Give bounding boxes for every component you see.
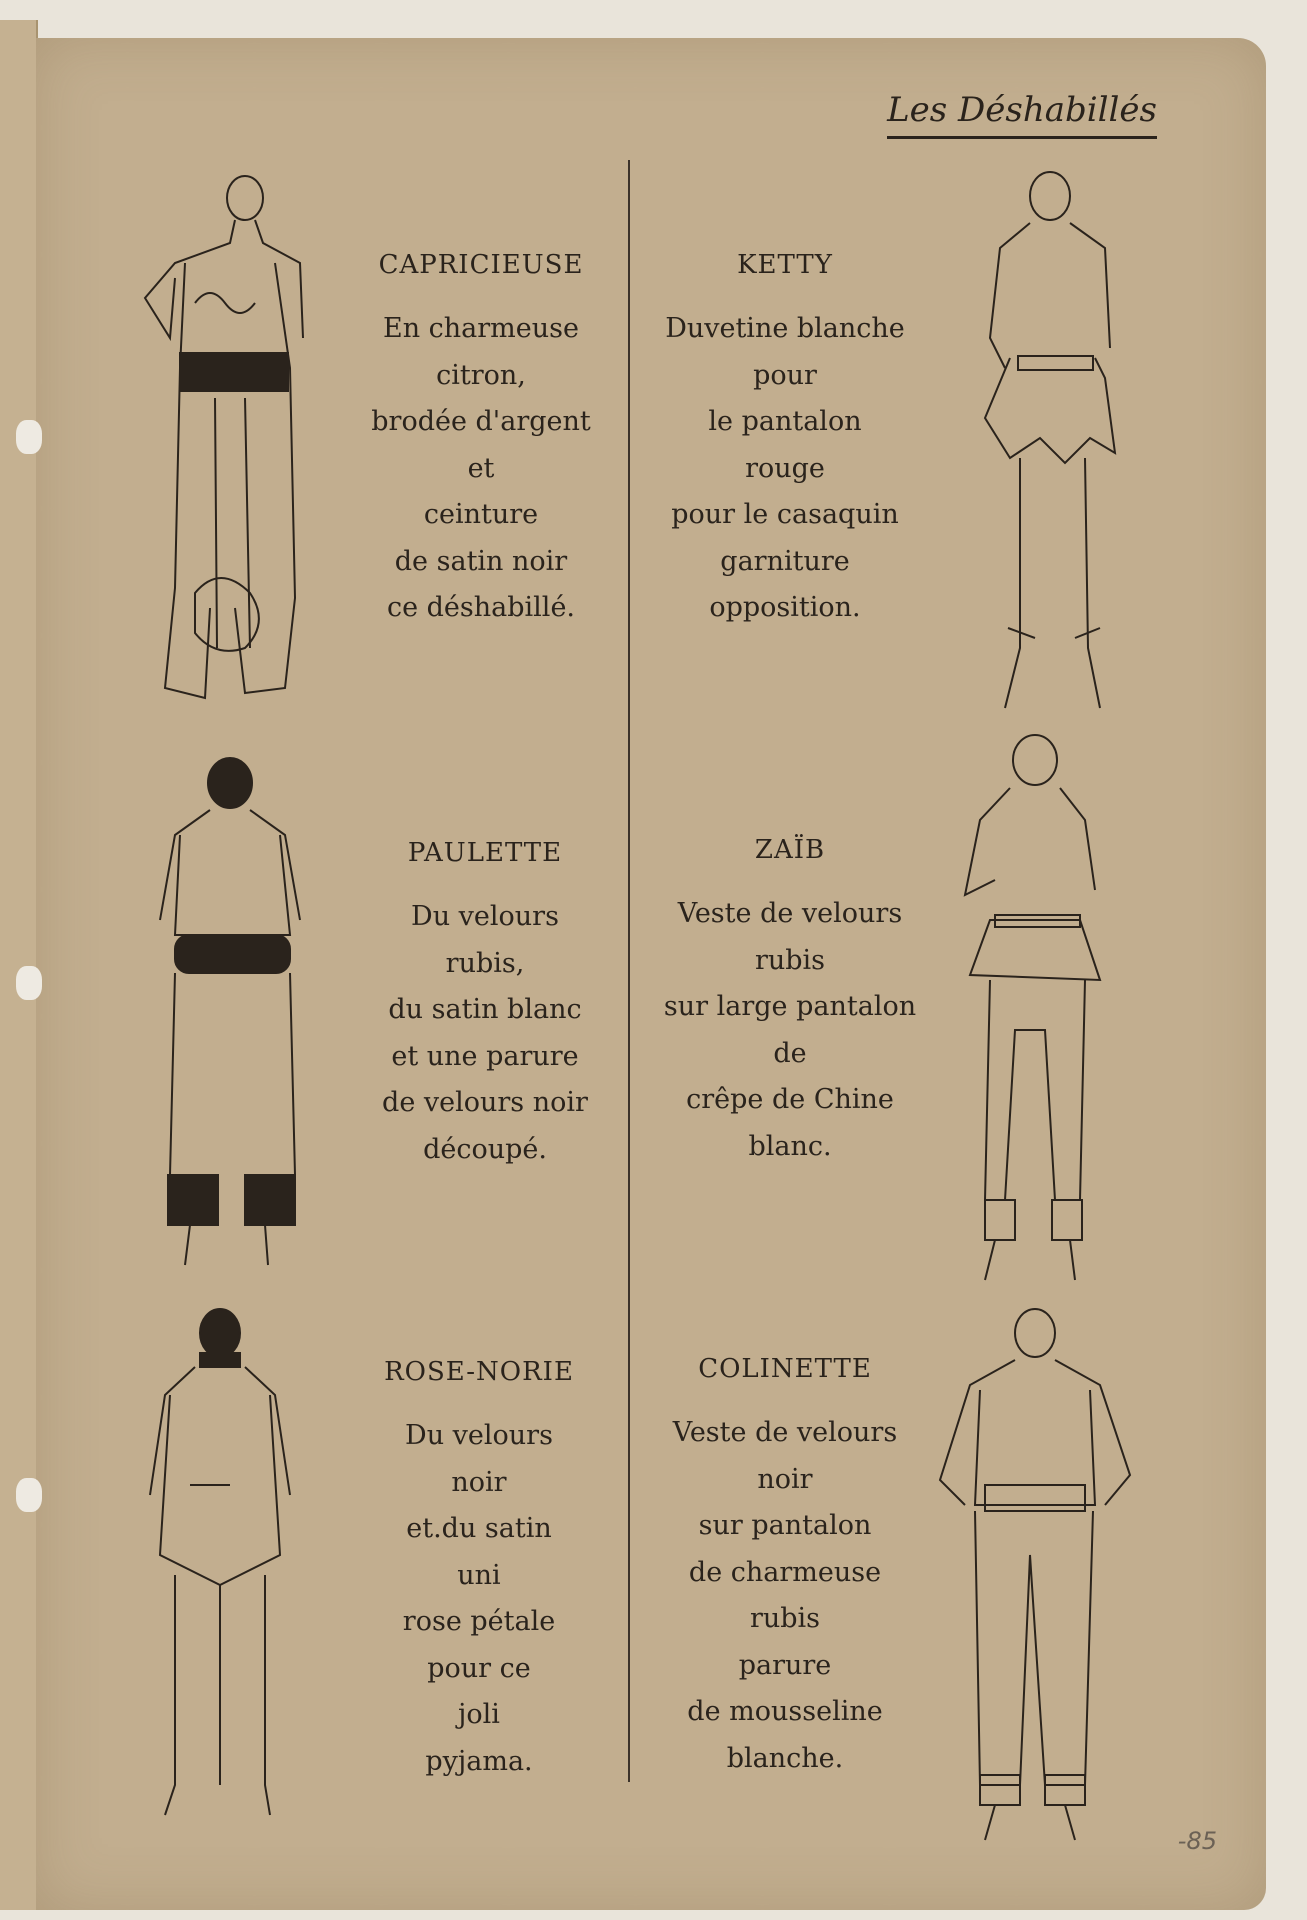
description-line: rose pétale bbox=[402, 1606, 556, 1637]
description-line: de charmeuse bbox=[688, 1556, 882, 1588]
entry-title: CAPRICIEUSE bbox=[378, 250, 584, 280]
colinette-illustration bbox=[935, 1305, 1135, 1845]
entry-capricieuse bbox=[346, 250, 616, 632]
entry-ketty bbox=[650, 250, 920, 632]
binder-hole bbox=[16, 420, 42, 454]
capricieuse-illustration bbox=[135, 168, 310, 708]
binder-hole bbox=[16, 1478, 42, 1512]
rose-norie-illustration bbox=[140, 1305, 300, 1825]
entry-rose-norie bbox=[344, 1357, 614, 1785]
entry-title: PAULETTE bbox=[407, 838, 563, 868]
description-line: En charmeuse bbox=[382, 313, 579, 344]
description-line: de satin noir bbox=[394, 545, 568, 577]
entry-paulette bbox=[350, 838, 620, 1173]
page-header: Les Déshabillés bbox=[887, 90, 1157, 139]
binder-hole bbox=[16, 966, 42, 1000]
description-line: citron, bbox=[436, 359, 526, 391]
description-line: sur pantalon bbox=[698, 1510, 872, 1541]
column-divider bbox=[628, 160, 630, 1782]
description-line: garniture bbox=[720, 545, 850, 577]
description-line: ceinture bbox=[423, 499, 539, 530]
previous-page-edge bbox=[0, 20, 38, 1910]
description-line: pour le casaquin bbox=[671, 499, 899, 530]
description-line: le pantalon bbox=[708, 406, 862, 437]
description-line: Du velours bbox=[411, 901, 559, 932]
description-line: et.du satin bbox=[406, 1513, 552, 1544]
entry-zaib bbox=[655, 835, 925, 1170]
description-line: sur large pantalon bbox=[663, 991, 917, 1022]
description-line: crêpe de Chine bbox=[686, 1084, 894, 1115]
description-line: parure bbox=[738, 1649, 832, 1681]
description-line: brodée d'argent bbox=[371, 406, 591, 437]
zaib-illustration bbox=[960, 730, 1110, 1290]
description-line: uni bbox=[457, 1559, 501, 1591]
description-line: ce déshabillé. bbox=[386, 592, 576, 623]
description-line: et bbox=[467, 452, 495, 484]
description-line: blanche. bbox=[726, 1742, 844, 1774]
entry-title: ROSE-NORIE bbox=[384, 1357, 574, 1387]
description-line: Du velours bbox=[405, 1420, 553, 1451]
description-line: du satin blanc bbox=[388, 994, 582, 1025]
description-line: noir bbox=[757, 1463, 813, 1495]
description-line: Duvetine blanche bbox=[665, 313, 905, 344]
description-line: de mousseline bbox=[687, 1696, 883, 1727]
description-line: opposition. bbox=[709, 592, 861, 623]
entry-title: COLINETTE bbox=[698, 1354, 872, 1384]
description-line: pour ce bbox=[427, 1652, 531, 1684]
description-line: de velours noir bbox=[382, 1087, 588, 1118]
page-number: -85 bbox=[1177, 1827, 1217, 1855]
description-line: noir bbox=[451, 1466, 507, 1498]
description-line: pyjama. bbox=[425, 1745, 533, 1777]
description-line: blanc. bbox=[748, 1130, 832, 1162]
entry-title: ZAÏB bbox=[754, 835, 826, 865]
entry-title: KETTY bbox=[737, 250, 833, 280]
description-line: joli bbox=[458, 1699, 500, 1730]
entry-colinette bbox=[650, 1354, 920, 1782]
description-line: Veste de velours bbox=[677, 898, 903, 929]
ketty-illustration bbox=[980, 168, 1130, 713]
description-line: et une parure bbox=[391, 1040, 579, 1072]
description-line: rubis bbox=[754, 944, 826, 976]
description-line: découpé. bbox=[423, 1133, 547, 1165]
description-line: de bbox=[773, 1037, 807, 1069]
description-line: rubis, bbox=[445, 947, 525, 979]
description-line: Veste de velours bbox=[672, 1417, 898, 1448]
description-line: pour bbox=[753, 359, 817, 391]
description-line: rouge bbox=[745, 452, 825, 484]
description-line: rubis bbox=[749, 1603, 821, 1634]
paulette-illustration bbox=[150, 755, 310, 1275]
